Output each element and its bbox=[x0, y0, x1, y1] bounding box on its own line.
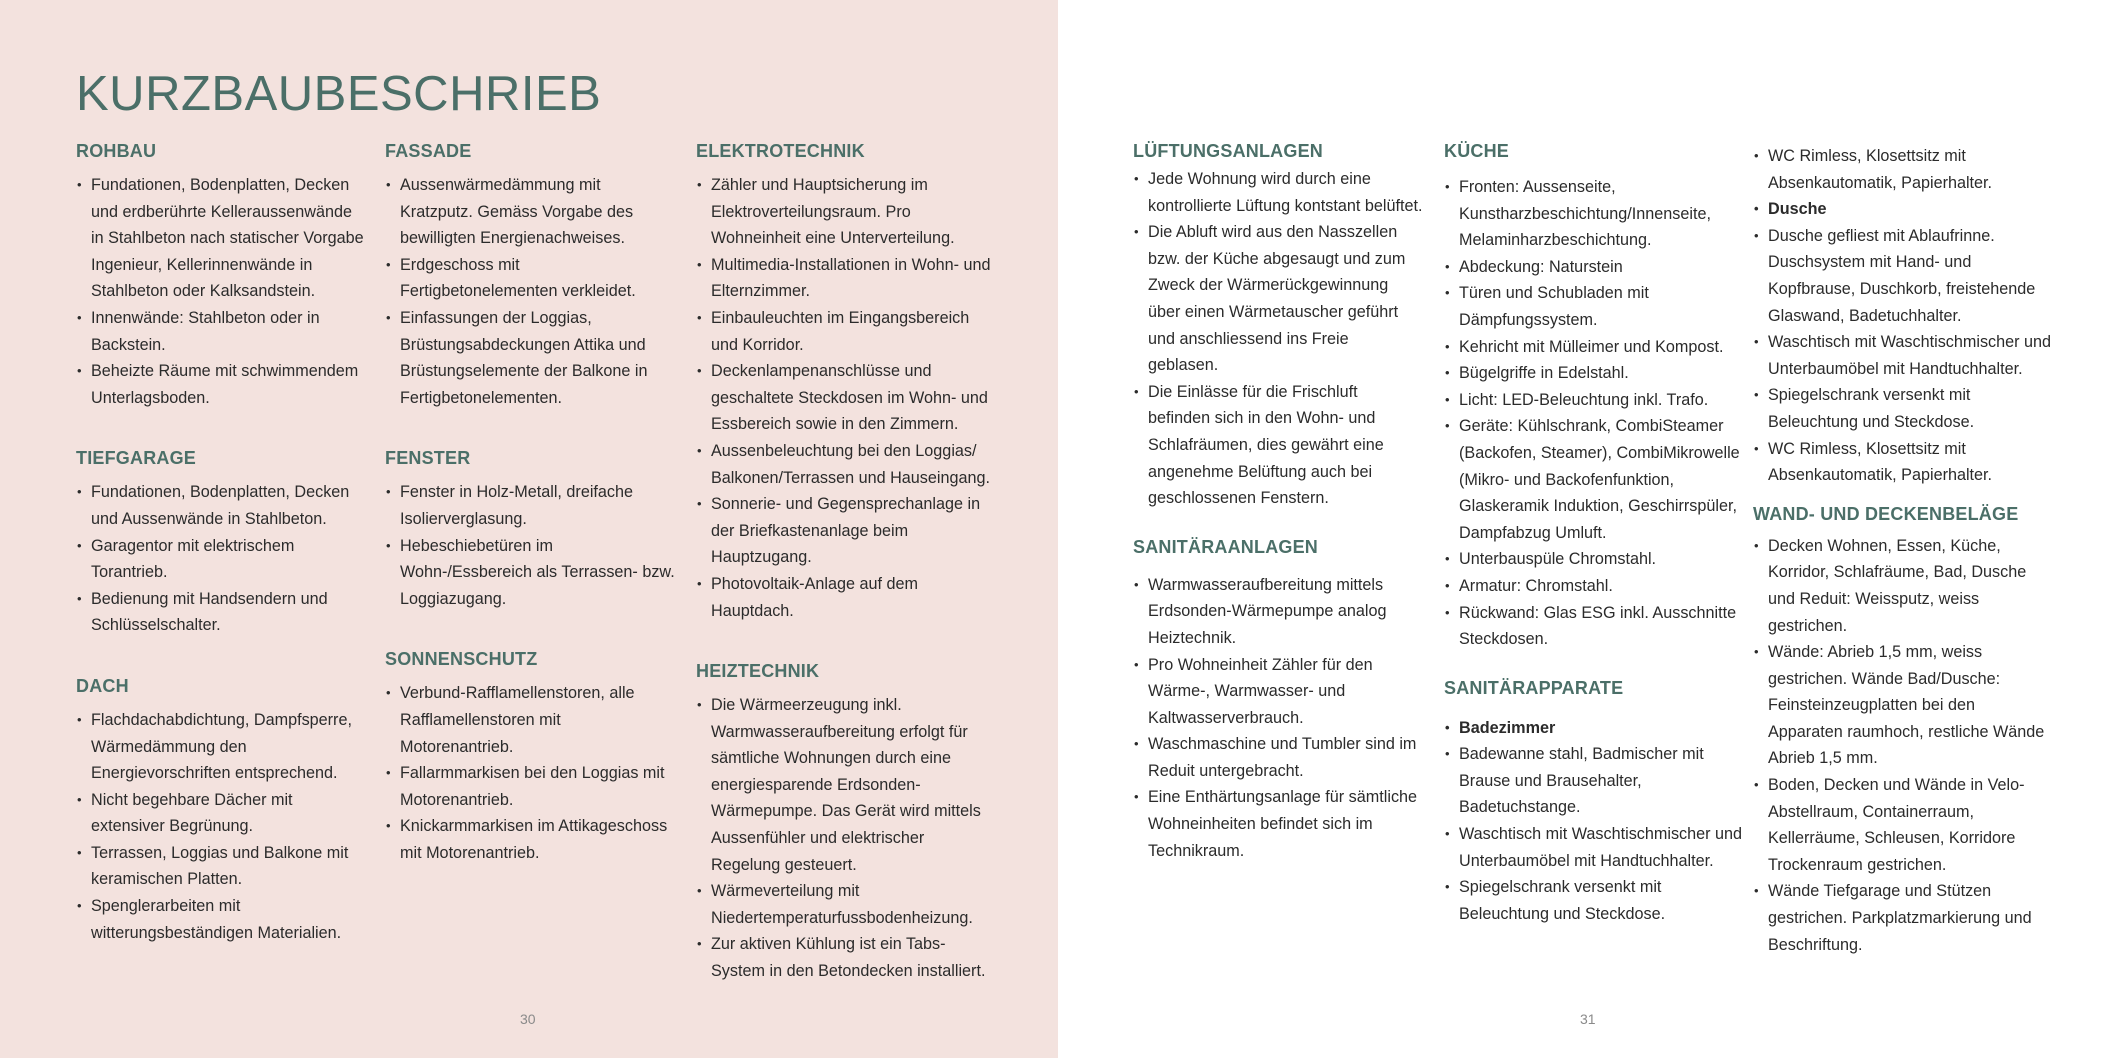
list-item: • Terrassen, Loggias und Balkone mit keramischen Platten. bbox=[76, 840, 366, 893]
bullet-list bbox=[1753, 143, 2053, 489]
left-column-3 bbox=[696, 140, 996, 1013]
list-item: • Photovoltaik-Anlage auf dem Hauptdach. bbox=[696, 571, 996, 624]
section-heading: FASSADE bbox=[385, 141, 472, 161]
left-column-1 bbox=[76, 140, 366, 974]
list-item: • Armatur: Chromstahl. bbox=[1444, 573, 1744, 600]
section-heading: DACH bbox=[76, 675, 129, 696]
bullet-list bbox=[385, 479, 675, 612]
list-item: • Knickarmmarkisen im Attikageschoss mit Motorenantrieb. bbox=[385, 813, 675, 866]
list-item: • Wärmeverteilung mit Niedertemperaturfussbodenheizung. bbox=[696, 878, 996, 931]
section-heading: FENSTER bbox=[385, 448, 471, 469]
section-heading: LÜFTUNGSANLAGEN bbox=[1133, 141, 1323, 161]
right-column-3 bbox=[1753, 143, 2053, 986]
list-item: • Wände: Abrieb 1,5 mm, weiss gestrichen. Wände Bad/Dusche: Feinsteinzeugplatten bei den Apparaten raumhoch, restliche Wände Abrieb 1,5 mm. bbox=[1753, 639, 2053, 772]
list-item: • Zähler und Hauptsicherung im Elektroverteilungsraum. Pro Wohneinheit eine Unterverteilung. bbox=[696, 172, 996, 252]
list-item: • Waschmaschine und Tumbler sind im Reduit untergebracht. bbox=[1133, 731, 1423, 784]
bullet-list bbox=[696, 692, 996, 985]
list-item: • Fronten: Aussenseite, Kunstharzbeschichtung/Innenseite, Melaminharzbeschichtung. bbox=[1444, 174, 1744, 254]
bullet-list bbox=[76, 479, 366, 639]
list-item: • Aussenwärmedämmung mit Kratzputz. Gemäss Vorgabe des bewilligten Energienachweises. bbox=[385, 172, 675, 252]
list-item: • Sonnerie- und Gegensprechanlage in der Briefkastenanlage beim Hauptzugang. bbox=[696, 491, 996, 571]
left-column-2 bbox=[385, 140, 675, 894]
section-rohbau bbox=[76, 140, 366, 411]
bullet-list bbox=[385, 172, 675, 411]
section-elektrotechnik bbox=[696, 140, 996, 624]
list-item: • Geräte: Kühlschrank, CombiSteamer (Backofen, Steamer), CombiMikrowelle (Mikro- und Backofenfunktion, Glaskeramik Induktion, Geschirrspüler, Dampfabzug Umluft. bbox=[1444, 413, 1744, 546]
list-item: • Unterbauspüle Chromstahl. bbox=[1444, 546, 1744, 573]
section-heiztechnik bbox=[696, 660, 996, 985]
section-heading: HEIZTECHNIK bbox=[696, 661, 820, 682]
list-item: • Türen und Schubladen mit Dämpfungssystem. bbox=[1444, 280, 1744, 333]
list-item: • Die Wärmeerzeugung inkl. Warmwasseraufbereitung erfolgt für sämtliche Wohnungen durch eine energiesparende Erdsonden-Wärmepumpe. Das Gerät wird mittels Aussenfühler und elektrischer Regelung gesteuert. bbox=[696, 692, 996, 878]
subheading-badezimmer: • Badezimmer bbox=[1444, 715, 1744, 742]
bullet-list bbox=[76, 707, 366, 946]
list-item: • WC Rimless, Klosettsitz mit Absenkautomatik, Papierhalter. bbox=[1753, 436, 2053, 489]
list-item: • Licht: LED-Beleuchtung inkl. Trafo. bbox=[1444, 387, 1744, 414]
list-item: • Dusche gefliest mit Ablaufrinne. Duschsystem mit Hand- und Kopfbrause, Duschkorb, freistehende Glaswand, Badetuchhalter. bbox=[1753, 223, 2053, 329]
list-item: • Spiegelschrank versenkt mit Beleuchtung und Steckdose. bbox=[1753, 382, 2053, 435]
list-item: • Spenglerarbeiten mit witterungsbeständigen Materialien. bbox=[76, 893, 366, 946]
list-item: • Spiegelschrank versenkt mit Beleuchtung und Steckdose. bbox=[1444, 874, 1744, 927]
bullet-list bbox=[76, 172, 366, 411]
bullet-list bbox=[1753, 533, 2053, 959]
list-item: • Abdeckung: Naturstein bbox=[1444, 254, 1744, 281]
list-item: • Bügelgriffe in Edelstahl. bbox=[1444, 360, 1744, 387]
right-column-1 bbox=[1133, 140, 1423, 892]
subheading-dusche: • Dusche bbox=[1753, 196, 2053, 223]
section-dach bbox=[76, 675, 366, 946]
list-item: • Fallarmmarkisen bei den Loggias mit Motorenantrieb. bbox=[385, 760, 675, 813]
right-column-2 bbox=[1444, 140, 1744, 955]
list-item: • Erdgeschoss mit Fertigbetonelementen verkleidet. bbox=[385, 252, 675, 305]
bullet-list bbox=[1444, 174, 1744, 653]
section-heading: SANITÄRAPPARATE bbox=[1444, 677, 1624, 698]
left-page bbox=[0, 0, 1058, 1058]
section-sonnenschutz bbox=[385, 648, 675, 866]
section-fenster bbox=[385, 447, 675, 612]
list-item: • Deckenlampenanschlüsse und geschaltete Steckdosen im Wohn- und Essbereich sowie in den Zimmern. bbox=[696, 358, 996, 438]
list-item: • Fundationen, Bodenplatten, Decken und Aussenwände in Stahlbeton. bbox=[76, 479, 366, 532]
list-item: • Fenster in Holz-Metall, dreifache Isolierverglasung. bbox=[385, 479, 675, 532]
bullet-list bbox=[696, 172, 996, 624]
list-item: • Einbauleuchten im Eingangsbereich und Korridor. bbox=[696, 305, 996, 358]
section-fassade bbox=[385, 140, 675, 411]
list-item: • Nicht begehbare Dächer mit extensiver Begrünung. bbox=[76, 787, 366, 840]
bullet-list bbox=[385, 680, 675, 866]
page-number-right: 31 bbox=[1580, 1011, 1596, 1027]
section-sanitaerapparate bbox=[1444, 677, 1744, 928]
list-item: • Hebeschiebetüren im Wohn-/Essbereich als Terrassen- bzw. Loggiazugang. bbox=[385, 533, 675, 613]
list-item: • Warmwasseraufbereitung mittels Erdsonden-Wärmepumpe analog Heiztechnik. bbox=[1133, 572, 1423, 652]
list-item: • Die Abluft wird aus den Nasszellen bzw. der Küche abgesaugt und zum Zweck der Wärmerückgewinnung über einen Wärmetauscher geführt und anschliessend ins Freie geblasen. bbox=[1133, 219, 1423, 379]
section-heading: SANITÄRAANLAGEN bbox=[1133, 536, 1318, 557]
section-heading: SONNENSCHUTZ bbox=[385, 649, 538, 670]
list-item: • Kehricht mit Mülleimer und Kompost. bbox=[1444, 334, 1744, 361]
list-item: • WC Rimless, Klosettsitz mit Absenkautomatik, Papierhalter. bbox=[1753, 143, 2053, 196]
section-heading: WAND- UND DECKENBELÄGE bbox=[1753, 503, 2019, 524]
list-item: • Rückwand: Glas ESG inkl. Ausschnitte Steckdosen. bbox=[1444, 600, 1744, 653]
page-number-left: 30 bbox=[520, 1011, 536, 1027]
list-item: • Einfassungen der Loggias, Brüstungsabdeckungen Attika und Brüstungselemente der Balkone in Fertigbetonelementen. bbox=[385, 305, 675, 411]
list-item: • Jede Wohnung wird durch eine kontrollierte Lüftung kontstant belüftet. bbox=[1133, 166, 1423, 219]
list-item: • Aussenbeleuchtung bei den Loggias/ Balkonen/Terrassen und Hauseingang. bbox=[696, 438, 996, 491]
list-item: • Fundationen, Bodenplatten, Decken und erdberührte Kelleraussenwände in Stahlbeton nach statischer Vorgabe Ingenieur, Kellerinnenwände in Stahlbeton oder Kalksandstein. bbox=[76, 172, 366, 305]
page-title: KURZBAUBESCHRIEB bbox=[76, 67, 602, 121]
list-item: • Badewanne stahl, Badmischer mit Brause und Brausehalter, Badetuchstange. bbox=[1444, 741, 1744, 821]
list-item: • Garagentor mit elektrischem Torantrieb. bbox=[76, 533, 366, 586]
right-page bbox=[1058, 0, 2117, 1058]
section-tiefgarage bbox=[76, 447, 366, 639]
list-item: • Wände Tiefgarage und Stützen gestrichen. Parkplatzmarkierung und Beschriftung. bbox=[1753, 878, 2053, 958]
section-sanitaeranlagen bbox=[1133, 536, 1423, 865]
section-heading: ELEKTROTECHNIK bbox=[696, 141, 865, 161]
list-item: • Eine Enthärtungsanlage für sämtliche Wohneinheiten befindet sich im Technikraum. bbox=[1133, 784, 1423, 864]
list-item: • Innenwände: Stahlbeton oder in Backstein. bbox=[76, 305, 366, 358]
bullet-list bbox=[1133, 572, 1423, 865]
list-item: • Pro Wohneinheit Zähler für den Wärme-, Warmwasser- und Kaltwasserverbrauch. bbox=[1133, 652, 1423, 732]
list-item: • Verbund-Rafflamellenstoren, alle Rafflamellenstoren mit Motorenantrieb. bbox=[385, 680, 675, 760]
section-heading: ROHBAU bbox=[76, 141, 157, 161]
section-lueftungsanlagen bbox=[1133, 140, 1423, 512]
list-item: • Beheizte Räume mit schwimmendem Unterlagsboden. bbox=[76, 358, 366, 411]
list-item: • Boden, Decken und Wände in Velo-Abstellraum, Containerraum, Kellerräume, Schleusen, Korridore Trockenraum gestrichen. bbox=[1753, 772, 2053, 878]
bullet-list bbox=[1444, 715, 1744, 928]
list-item: • Zur aktiven Kühlung ist ein Tabs-System in den Betondecken installiert. bbox=[696, 931, 996, 984]
section-wand-und-deckenbelaege bbox=[1753, 503, 2053, 959]
list-item: • Die Einlässe für die Frischluft befinden sich in den Wohn- und Schlafräumen, dies gewährt eine angenehme Belüftung auch bei geschlossenen Fenstern. bbox=[1133, 379, 1423, 512]
bullet-list bbox=[1133, 166, 1423, 512]
section-heading: TIEFGARAGE bbox=[76, 448, 197, 469]
list-item: • Waschtisch mit Waschtischmischer und Unterbaumöbel mit Handtuchhalter. bbox=[1444, 821, 1744, 874]
list-item: • Waschtisch mit Waschtischmischer und Unterbaumöbel mit Handtuchhalter. bbox=[1753, 329, 2053, 382]
list-item: • Bedienung mit Handsendern und Schlüsselschalter. bbox=[76, 586, 366, 639]
list-item: • Flachdachabdichtung, Dampfsperre, Wärmedämmung den Energievorschriften entsprechend. bbox=[76, 707, 366, 787]
list-item: • Multimedia-Installationen in Wohn- und Elternzimmer. bbox=[696, 252, 996, 305]
section-heading: KÜCHE bbox=[1444, 141, 1510, 161]
section-kueche bbox=[1444, 140, 1744, 653]
list-item: • Decken Wohnen, Essen, Küche, Korridor, Schlafräume, Bad, Dusche und Reduit: Weissputz, weiss gestrichen. bbox=[1753, 533, 2053, 639]
